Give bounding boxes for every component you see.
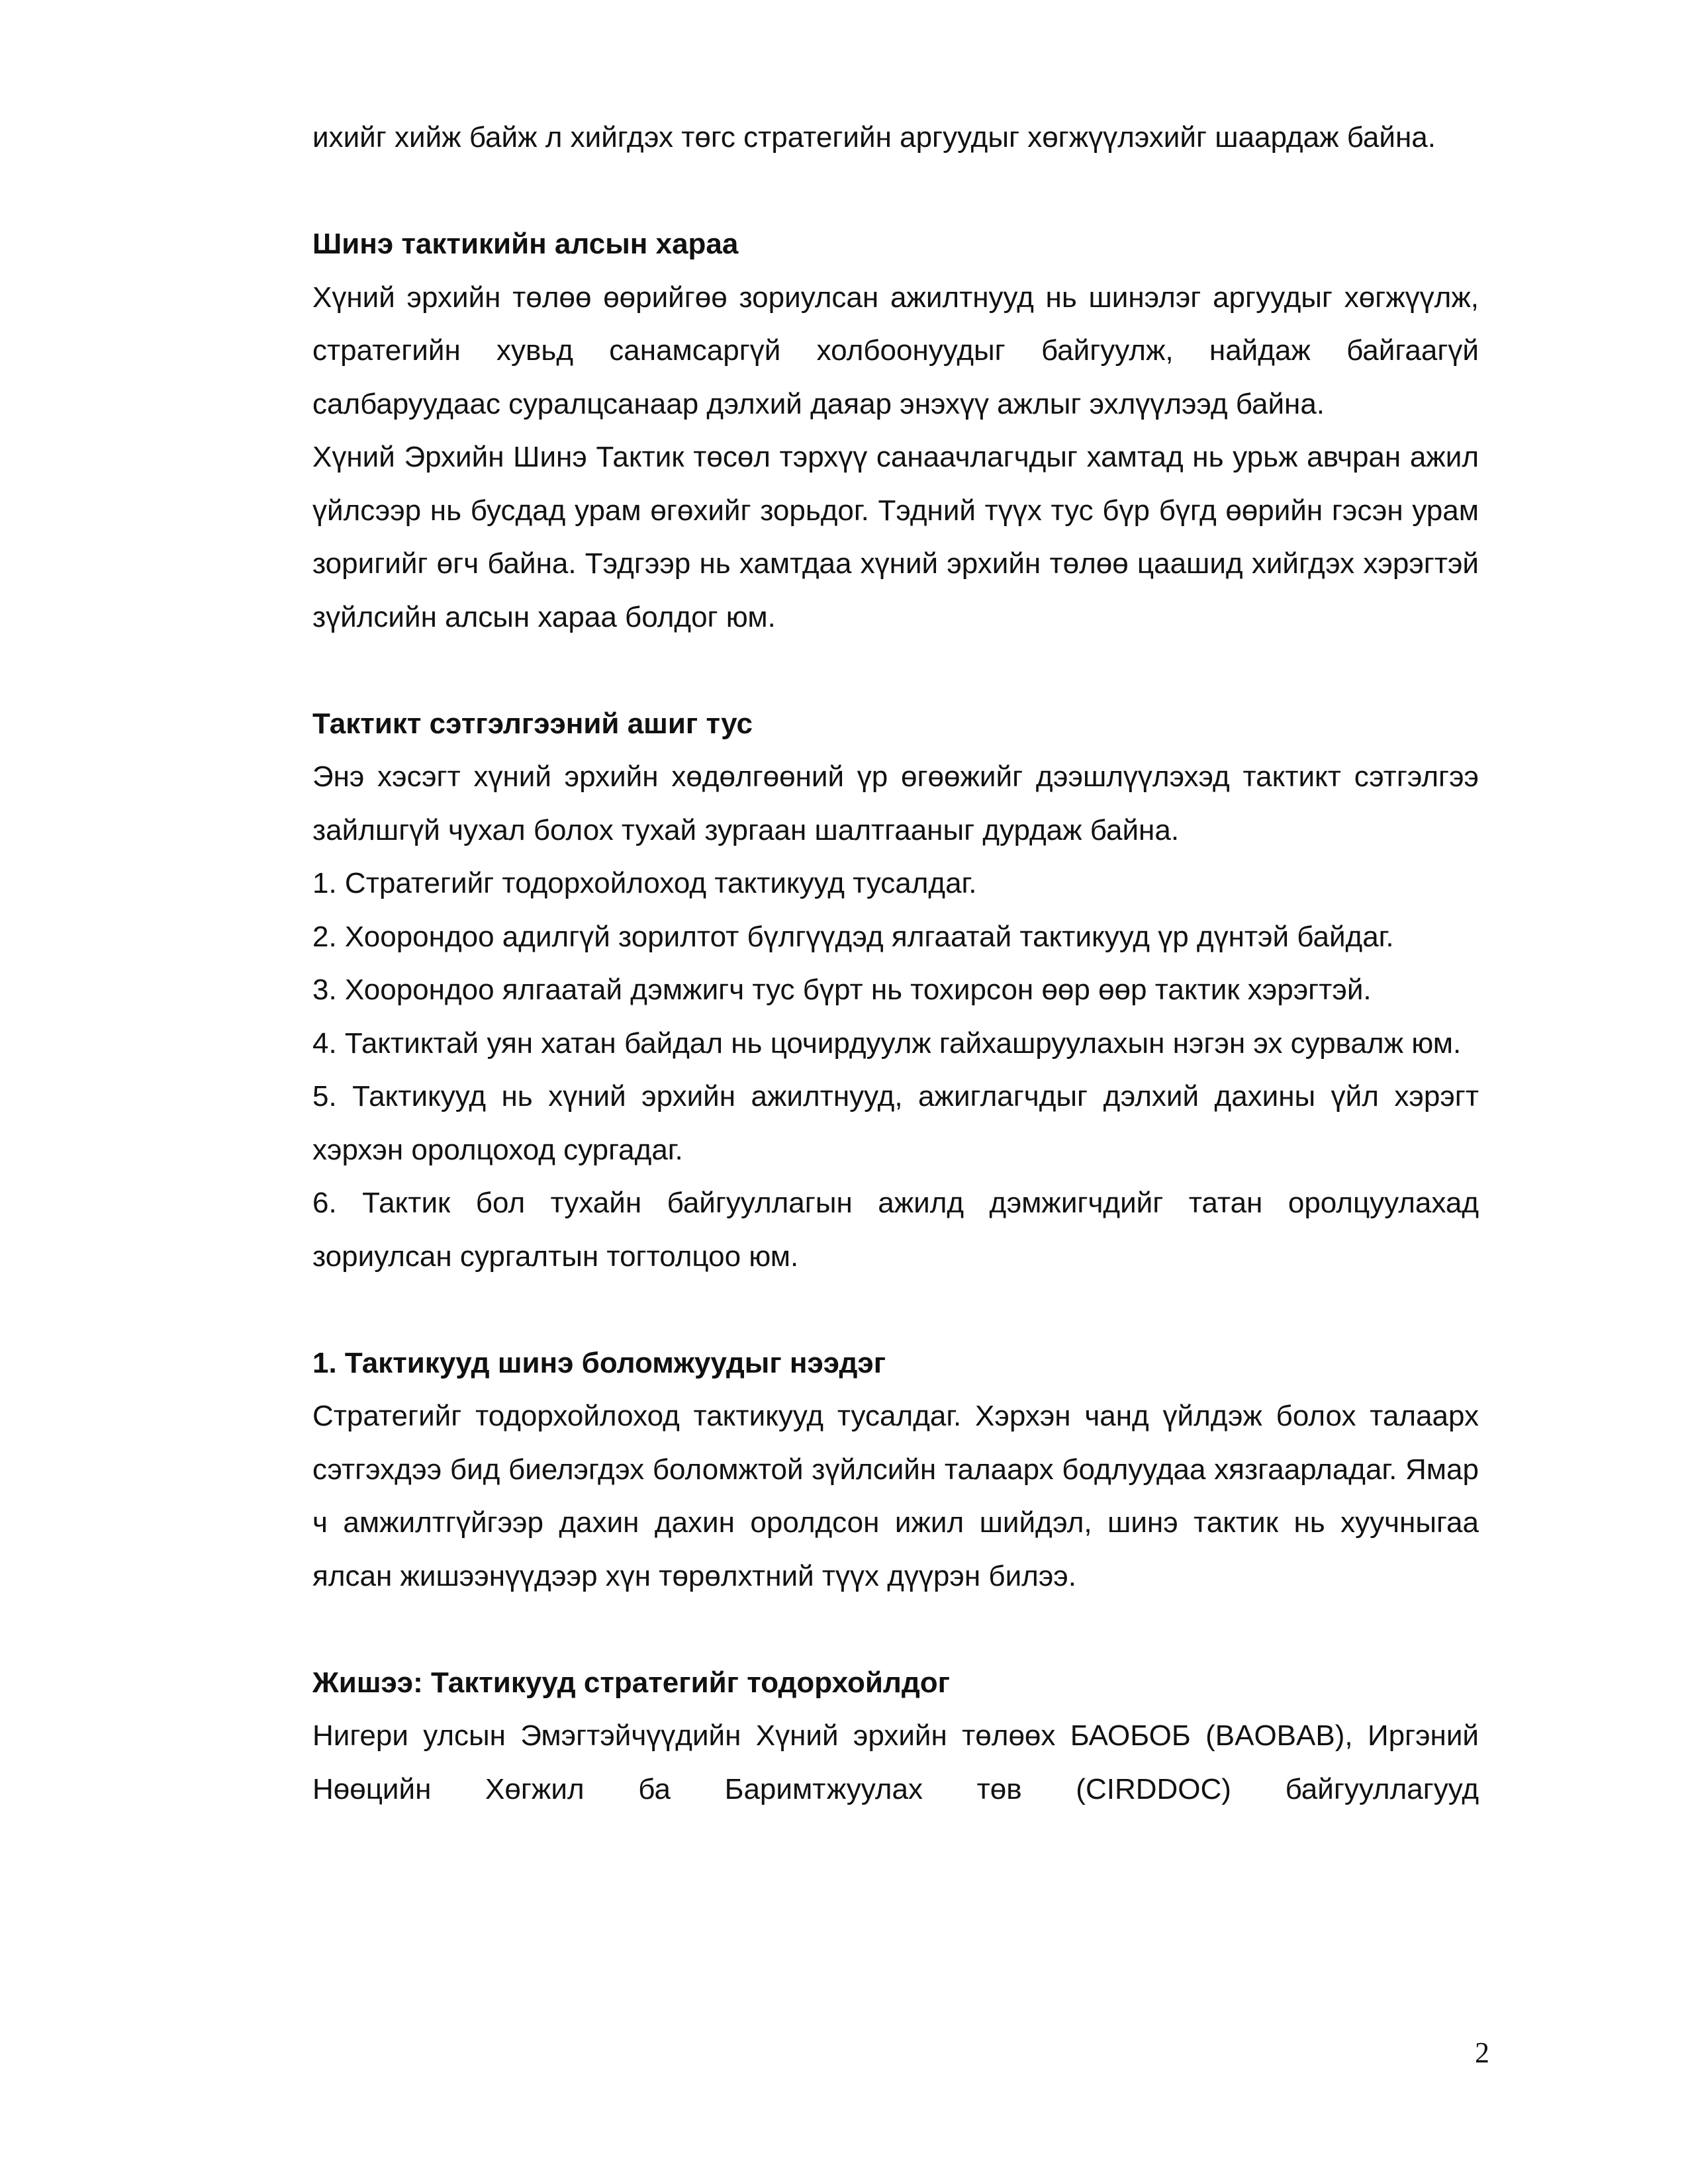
section-heading-example: Жишээ: Тактикууд стратегийг тодорхойлдог bbox=[312, 1666, 950, 1699]
spacer bbox=[312, 1283, 1479, 1337]
list-item: 3. Хоорондоо ялгаатай дэмжигч тус бүрт нь тохирсон өөр өөр тактик хэрэгтэй. bbox=[312, 974, 1372, 1006]
spacer bbox=[312, 644, 1479, 698]
list-item: 4. Тактиктай уян хатан байдал нь цочирдуулж гайхашруулахын нэгэн эх сурвалж юм. bbox=[312, 1026, 1462, 1060]
page-body bbox=[312, 111, 1479, 1816]
section-heading-benefit: Тактикт сэтгэлгээний ашиг тус bbox=[312, 707, 753, 740]
page-number: 2 bbox=[1475, 2036, 1489, 2069]
example-paragraph: Нигери улсын Эмэгтэйчүүдийн Хүний эрхийн төлөөх БАОБОБ (BAOBAB), Иргэний Нөөцийн Хөгжил ба Баримтжуулах төв (CIRDDOC) байгууллагууд bbox=[312, 1719, 1479, 1805]
section-heading-vision: Шинэ тактикийн алсын хараа bbox=[312, 228, 739, 260]
section-heading-opportunities: 1. Тактикууд шинэ боломжуудыг нээдэг bbox=[312, 1346, 886, 1379]
spacer bbox=[312, 1603, 1479, 1657]
list-item: 6. Тактик бол тухайн байгууллагын ажилд дэмжигчдийг татан оролцуулахад зориулсан сургалтын тогтолцоо юм. bbox=[312, 1187, 1479, 1273]
list-item: 5. Тактикууд нь хүний эрхийн ажилтнууд, ажиглагчдыг дэлхий дахины үйл хэрэгт хэрхэн оролцоход сургадаг. bbox=[312, 1080, 1479, 1166]
opportunities-paragraph: Стратегийг тодорхойлоход тактикууд тусалдаг. Хэрхэн чанд үйлдэж болох талаарх сэтгэхдээ бид биелэгдэх боломжтой зүйлсийн талаарх бодлуудаа хязгаарладаг. Ямар ч амжилтгүйгээр дахин дахин оролдсон ижил шийдэл, шинэ тактик нь хуучныгаа ялсан жишээнүүдээр хүн төрөлхтний түүх дүүрэн билээ. bbox=[312, 1400, 1479, 1592]
list-item: 2. Хоорондоо адилгүй зорилтот бүлгүүдэд ялгаатай тактикууд үр дүнтэй байдаг. bbox=[312, 920, 1394, 953]
intro-paragraph: ихийг хийж байж л хийгдэх төгс стратегийн аргуудыг хөгжүүлэхийг шаардаж байна. bbox=[312, 121, 1436, 154]
benefit-intro: Энэ хэсэгт хүний эрхийн хөдөлгөөний үр өгөөжийг дээшлүүлэхэд тактикт сэтгэлгээ зайлшгүй чухал болох тухай зургаан шалтгааныг дурдаж байна. bbox=[312, 760, 1479, 846]
vision-paragraph-1: Хүний эрхийн төлөө өөрийгөө зориулсан ажилтнууд нь шинэлэг аргуудыг хөгжүүлж, стратегийн хувьд санамсаргүй холбоонуудыг байгуулж, найдаж байгаагүй салбаруудаас суралцсанаар дэлхий даяар энэхүү ажлыг эхлүүлээд байна. bbox=[312, 281, 1479, 420]
vision-paragraph-2: Хүний Эрхийн Шинэ Тактик төсөл тэрхүү санаачлагчдыг хамтад нь урьж авчран ажил үйлсээр нь бусдад урам өгөхийг зорьдог. Тэдний түүх тус бүр бүгд өөрийн гэсэн урам зоригийг өгч байна. Тэдгээр нь хамтдаа хүний эрхийн төлөө цаашид хийгдэх хэрэгтэй зүйлсийн алсын хараа болдог юм. bbox=[312, 441, 1479, 633]
spacer bbox=[312, 165, 1479, 218]
list-item: 1. Стратегийг тодорхойлоход тактикууд тусалдаг. bbox=[312, 867, 977, 899]
